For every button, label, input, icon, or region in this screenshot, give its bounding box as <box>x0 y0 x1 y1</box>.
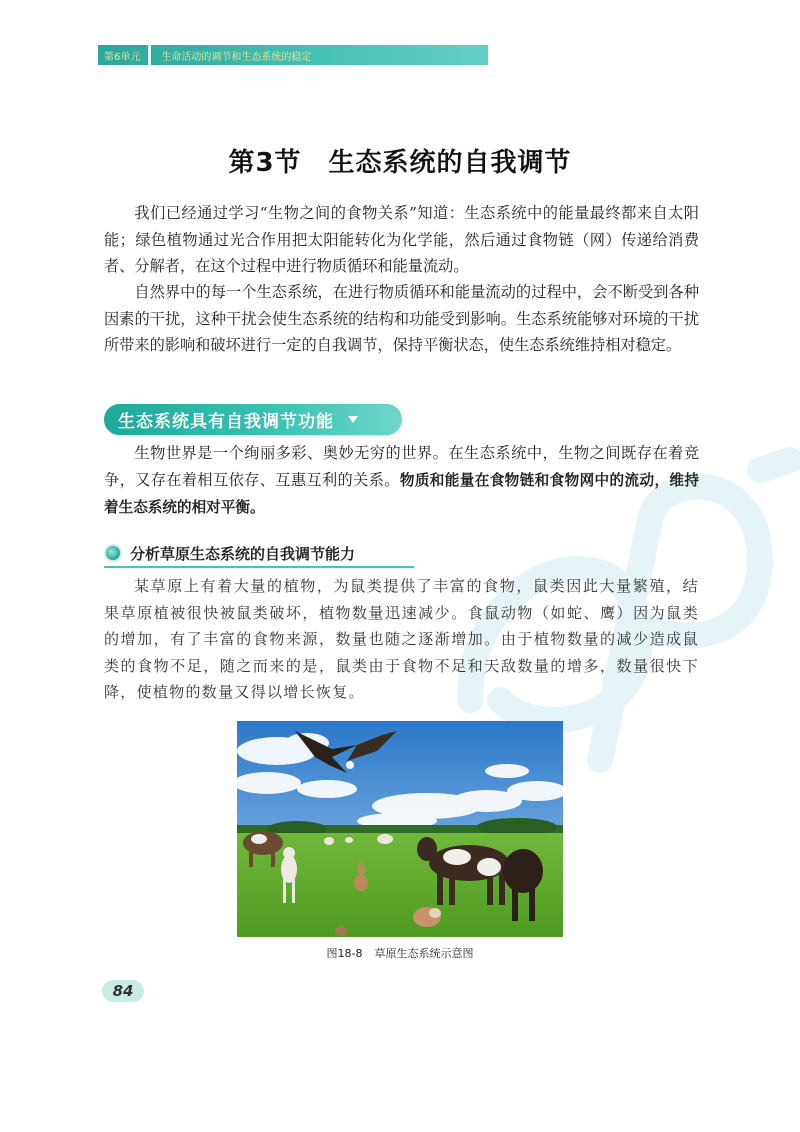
section-text-bold: 物质和能量在食物链和食物网中的流动，维持着生态系统的相对平衡。 <box>104 471 699 516</box>
header-separator <box>148 45 151 65</box>
section-heading: 生态系统具有自我调节功能 <box>118 412 334 432</box>
figure-caption-text: 草原生态系统示意图 <box>374 947 474 960</box>
bullet-circle-icon <box>104 544 122 562</box>
unit-title: 生命活动的调节和生态系统的稳定 <box>161 51 312 63</box>
activity-text: 某草原上有着大量的植物，为鼠类提供了丰富的食物，鼠类因此大量繁殖，结果草原植被很快被鼠类破坏，植物数量迅速减少。食鼠动物（如蛇、鹰）因为鼠类的增加，有了丰富的食物来源，数量也随之逐渐增加。由于植物数量的减少造成鼠类的食物不足，随之而来的是，鼠类由于食物不足和天敌数量的增多，数量很快下降，使植物的数量又得以增长恢复。 <box>104 577 699 701</box>
intro-paragraph-2: 自然界中的每一个生态系统，在进行物质循环和能量流动的过程中，会不断受到各种因素的干扰，这种干扰会使生态系统的结构和功能受到影响。生态系统能够对环境的干扰所带来的影响和破坏进行一定的自我调节，保持平衡状态，使生态系统维持相对稳定。 <box>104 283 699 354</box>
triangle-down-icon <box>348 416 358 423</box>
activity-heading-bar <box>104 540 414 568</box>
section-paragraph <box>104 440 699 522</box>
unit-header-bar <box>98 45 488 65</box>
section-text-plain: 生物世界是一个绚丽多彩、奥妙无穷的世界。在生态系统中，生物之间既存在着竞争，又存在着相互依存、互惠互利的关系。 <box>104 444 699 489</box>
figure-caption <box>0 945 800 961</box>
intro-paragraph-1: 我们已经通过学习“生物之间的食物关系”知道：生态系统中的能量最终都来自太阳能；绿色植物通过光合作用把太阳能转化为化学能，然后通过食物链（网）传递给消费者、分解者，在这个过程中进行物质循环和能量流动。 <box>104 204 699 275</box>
section-heading-banner <box>104 404 402 435</box>
page-title: 第3节 生态系统的自我调节 <box>228 148 572 178</box>
page-number-badge: 84 <box>102 980 144 1002</box>
figure-number: 图18-8 <box>326 947 363 960</box>
grassland-photo <box>237 721 563 937</box>
unit-label: 第6单元 <box>104 51 141 63</box>
grassland-illustration <box>237 721 563 937</box>
activity-heading: 分析草原生态系统的自我调节能力 <box>130 544 356 563</box>
